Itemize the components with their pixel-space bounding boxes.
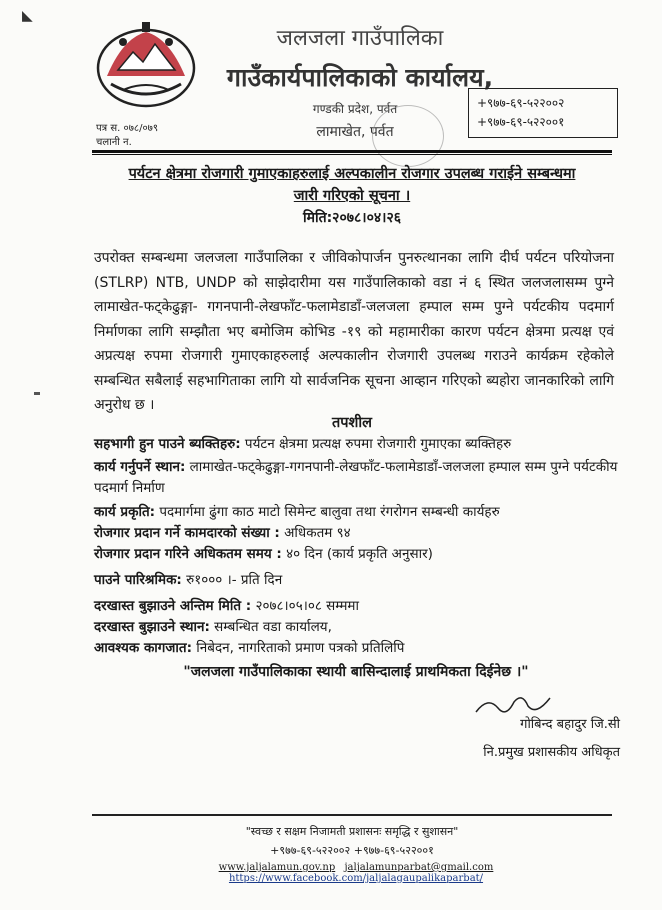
detail-value: पदमार्गमा ढुंगा काठ माटो सिमेन्ट बालुवा तथा रंगरोगन सम्बन्धी कार्यहरु [155,504,500,520]
detail-value: ४० दिन (कार्य प्रकृति अनुसार) [281,546,433,562]
detail-value: निबेदन, नागरिताको प्रमाण पत्रको प्रतिलिपि [192,640,405,656]
footer-slogan: "स्वच्छ र सक्षम निजामती प्रशासनः समृद्धि र सुशासन" [245,825,459,838]
office-stamp [372,105,444,167]
email-link[interactable]: jaljalamunparbat@gmail.com [344,862,494,873]
subject-line: जारी गरिएको सूचना । [293,188,411,204]
dispatch-number: चलानी न. [96,137,132,148]
office-address-line2: लामाखेत, पर्वत [316,124,394,140]
detail-label: सहभागी हुन पाउने ब्यक्तिहरु: [94,436,241,452]
detail-label: दरखास्त बुझाउने अन्तिम मिति : [94,598,252,614]
office-title: गाउँकार्यपालिकाको कार्यालय, [226,63,494,92]
ref-number: पत्र स. ०७८/०७९ [96,123,159,134]
signatory-name: गोबिन्द बहादुर जि.सी [520,717,620,732]
website-link[interactable]: www.jaljalamun.gov.np [218,862,336,873]
detail-row [94,502,619,523]
footer-divider [92,814,612,816]
office-name: जलजला गाउँपालिका [276,26,444,51]
detail-label: पाउने पारिश्रमिक: [94,572,182,588]
detail-value: २०७८।०५।०८ सम्ममा [251,598,359,614]
detail-row [94,638,619,659]
detail-row [94,617,619,638]
footer-phones: +९७७-६९-५२२००२ +९७७-६९-५२२००१ [270,844,434,857]
notice-body: उपरोक्त सम्बन्धमा जलजला गाउँपालिका र जीविकोपार्जन पुनरुत्थानका लागि दीर्घ पर्यटन परियोजना (STLRP) NTB, UNDP को साझेदारीमा यस गाउँपालिकाको वडा नं ६ स्थित जलजलासम्म पुग्ने लामाखेत-फट्केढुङ्गा- गगनपानी-लेखफाँट-फलामेडाडाँ-जलजला हम्पाल सम्म पुग्ने पर्यटकीय पदमार्ग निर्माणका लागि सम्झौता भए बमोजिम कोभिड -१९ को महामारीका कारण पर्यटन क्षेत्रमा प्रत्यक्ष एवं अप्रत्यक्ष रुपमा रोजगारी गुमाएकाहरुलाई अल्पकालीन रोजगारी उपलब्ध गराउने कार्यक्रम रहेकोले सम्बन्धित सबैलाई सहभागिताका लागि यो सार्वजनिक सूचना आव्हान गरिएको ब्यहोरा जानकारिको लागि अनुरोध छ । [94,250,614,413]
detail-value: रु१००० ।- प्रति दिन [181,572,283,588]
priority-notice: "जलजला गाउँपालिकाका स्थायी बासिन्दालाई प्राथमिकता दिईनेछ ।" [183,664,529,680]
annex-title: तपशील [332,415,372,431]
facebook-link[interactable]: https://www.facebook.com/jaljalagaupalikaparbat/ [228,873,484,884]
detail-row [94,434,619,455]
detail-value: पर्यटन क्षेत्रमा प्रत्यक्ष रुपमा रोजगारी गुमाएका ब्यक्तिहरु [240,436,512,452]
detail-row [94,596,619,617]
detail-label: दरखास्त बुझाउने स्थान: [94,619,210,635]
detail-row [94,544,619,565]
detail-label: कार्य प्रकृति: [94,504,156,520]
signatory-post: नि.प्रमुख प्रशासकीय अधिकृत [483,745,620,760]
detail-value: लामाखेत-फट्केढुङ्गा-गगनपानी-लेखफाँट-फलामेडाडाँ-जलजला हम्पाल सम्म पुग्ने पर्यटकीय पदमार्ग निर्माण [94,459,618,496]
detail-value: सम्बन्धित वडा कार्यालय, [209,619,332,635]
detail-row [94,523,619,544]
reference-block [96,122,158,150]
detail-value: अधिकतम ९४ [279,525,351,541]
margin-mark [34,392,40,395]
phone-box [468,88,618,138]
notice-subject [92,163,612,207]
header-divider-thin [92,154,612,155]
detail-label: आवश्यक कागजात: [94,640,193,656]
detail-label: रोजगार प्रदान गर्ने कामदारको संख्या : [94,525,280,541]
header-divider [92,150,612,153]
phone-number: +९७७-६९-५२२००२ [477,96,565,110]
footer-links [96,862,616,884]
office-address-line1: गण्डकी प्रदेश, पर्वत [312,102,398,116]
subject-line: पर्यटन क्षेत्रमा रोजगारी गुमाएकाहरुलाई अल्पकालीन रोजगार उपलब्ध गराईने सम्बन्धमा [128,166,576,182]
notice-date: मिति:२०७८।०४।२६ [302,210,402,226]
detail-row [94,570,619,591]
detail-label: कार्य गर्नुपर्ने स्थान: [94,459,186,475]
phone-number: +९७७-६९-५२२००१ [477,115,565,129]
corner-mark: ◣ [22,8,33,24]
nepal-emblem-icon [93,18,199,110]
detail-row [94,457,619,499]
detail-label: रोजगार प्रदान गरिने अधिकतम समय : [94,546,282,562]
